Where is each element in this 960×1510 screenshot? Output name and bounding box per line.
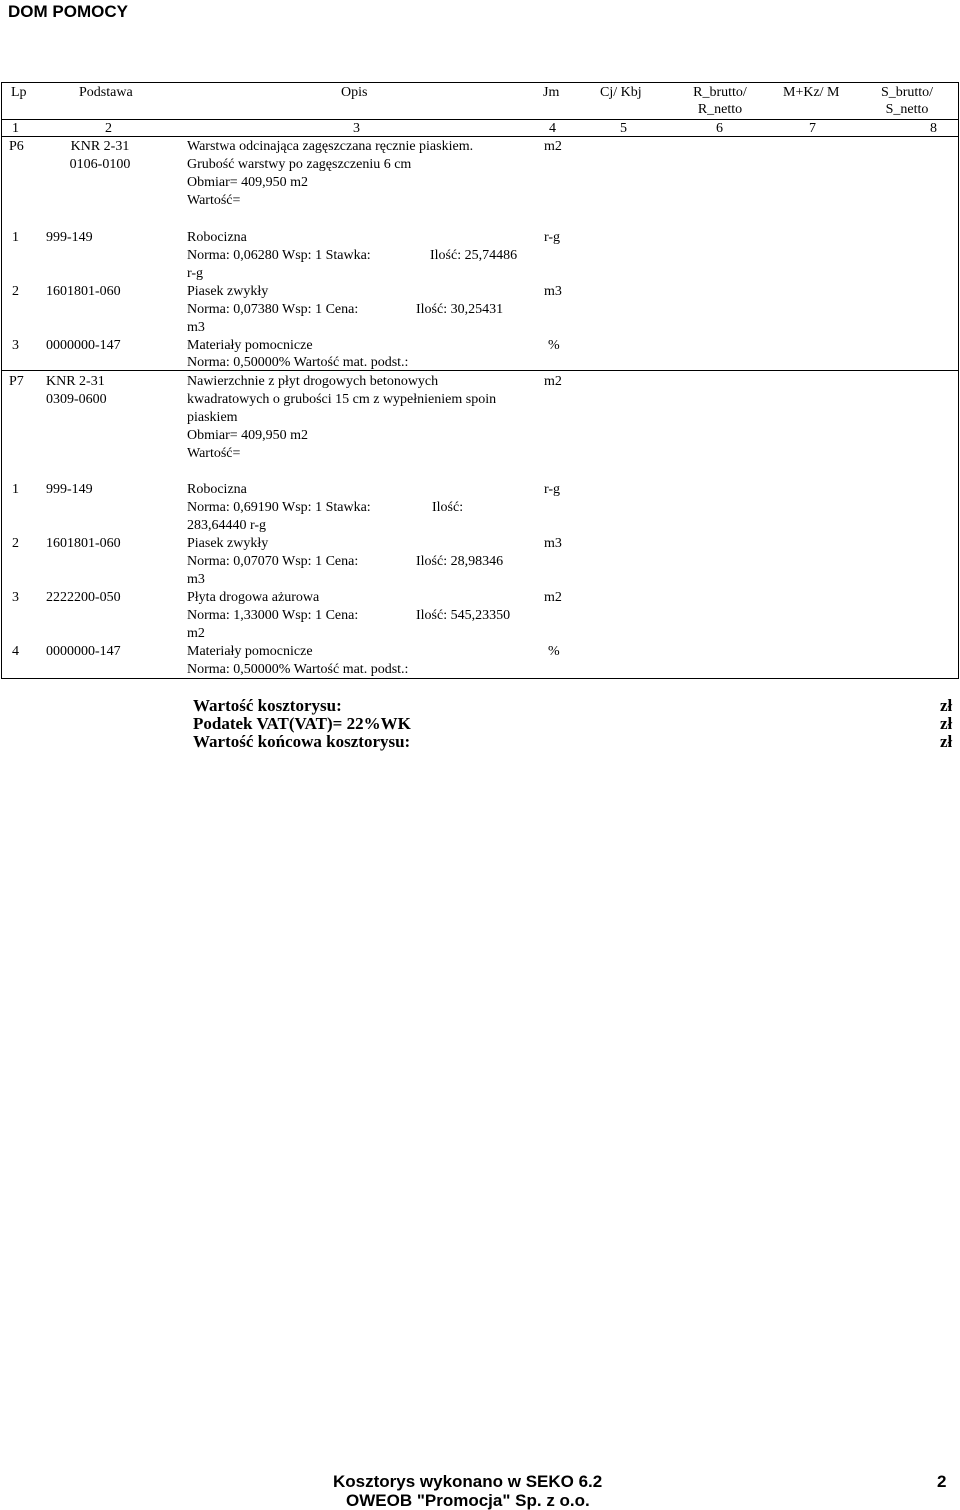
- colnum-6: 6: [716, 121, 723, 136]
- p7-item-2-jm: m3: [544, 536, 562, 551]
- p7-item-3-lp: 3: [12, 590, 19, 605]
- p6-item-3-lp: 3: [12, 338, 19, 353]
- p7-item-1-unit: 283,64440 r-g: [187, 518, 267, 533]
- p6-item-3-norma: Norma: 0,50000% Wartość mat. podst.:: [187, 355, 409, 370]
- p7-item-3-jm: m2: [544, 590, 562, 605]
- p7-opis-2: kwadratowych o grubości 15 cm z wypełnieniem spoin: [187, 392, 497, 407]
- p7-item-3-norma: Norma: 1,33000 Wsp: 1 Cena:: [187, 608, 359, 623]
- colnum-5: 5: [620, 121, 627, 136]
- p6-item-2-code: 1601801-060: [46, 284, 121, 299]
- colnum-8: 8: [930, 121, 937, 136]
- document-title: DOM POMOCY: [8, 2, 128, 21]
- position-separator: [1, 370, 958, 371]
- p6-item-2-name: Piasek zwykły: [187, 284, 269, 299]
- p7-item-1-lp: 1: [12, 482, 19, 497]
- p7-item-3-name: Płyta drogowa ażurowa: [187, 590, 320, 605]
- p7-item-2-unit: m3: [187, 572, 205, 587]
- table-left-border: [1, 82, 2, 679]
- colnum-2: 2: [105, 121, 112, 136]
- header-m-kz: M+Kz/ M: [783, 85, 840, 100]
- footer-page-number: 2: [937, 1472, 947, 1491]
- p6-opis-1: Warstwa odcinająca zagęszczana ręcznie piaskiem.: [187, 139, 474, 154]
- p6-jm: m2: [544, 139, 562, 154]
- p7-item-3-ilosc: Ilość: 545,23350: [416, 608, 511, 623]
- p6-item-1-ilosc: Ilość: 25,74486: [430, 248, 518, 263]
- p6-item-1-norma: Norma: 0,06280 Wsp: 1 Stawka:: [187, 248, 371, 263]
- p7-item-4-code: 0000000-147: [46, 644, 121, 659]
- header-lp: Lp: [11, 85, 27, 100]
- summary-vat-label: Podatek VAT(VAT)= 22%WK: [193, 714, 411, 733]
- p7-item-2-norma: Norma: 0,07070 Wsp: 1 Cena:: [187, 554, 359, 569]
- table-top-border: [1, 82, 958, 83]
- p7-item-1-ilosc: Ilość:: [432, 500, 464, 515]
- p6-lp: P6: [9, 139, 24, 154]
- p7-wartosc: Wartość=: [187, 446, 241, 461]
- p7-opis-1: Nawierzchnie z płyt drogowych betonowych: [187, 374, 439, 389]
- table-right-border: [958, 82, 959, 679]
- p7-lp: P7: [9, 374, 24, 389]
- p7-obmiar: Obmiar= 409,950 m2: [187, 428, 309, 443]
- p6-obmiar: Obmiar= 409,950 m2: [187, 175, 309, 190]
- summary-final-unit: zł: [940, 732, 953, 751]
- header-s-netto: S_netto: [885, 102, 929, 117]
- p6-item-1-name: Robocizna: [187, 230, 247, 245]
- p7-podstawa-2: 0309-0600: [46, 392, 107, 407]
- p6-item-1-lp: 1: [12, 230, 19, 245]
- p7-item-1-name: Robocizna: [187, 482, 247, 497]
- p6-item-2-jm: m3: [544, 284, 562, 299]
- header-r-netto: R_netto: [697, 102, 743, 117]
- footer-software: Kosztorys wykonano w SEKO 6.2: [333, 1472, 603, 1491]
- colnum-3: 3: [353, 121, 360, 136]
- p7-item-4-name: Materiały pomocnicze: [187, 644, 313, 659]
- p6-item-3-jm: %: [548, 338, 560, 353]
- p7-podstawa-1: KNR 2-31: [46, 374, 105, 389]
- p7-item-2-ilosc: Ilość: 28,98346: [416, 554, 504, 569]
- colnum-1: 1: [12, 121, 19, 136]
- p6-item-1-unit: r-g: [187, 266, 204, 281]
- p6-item-1-jm: r-g: [544, 230, 561, 245]
- p7-jm: m2: [544, 374, 562, 389]
- p7-item-3-code: 2222200-050: [46, 590, 121, 605]
- p6-item-2-ilosc: Ilość: 30,25431: [416, 302, 504, 317]
- p6-podstawa-1: KNR 2-31: [70, 139, 130, 154]
- p7-item-2-lp: 2: [12, 536, 19, 551]
- p6-item-3-name: Materiały pomocnicze: [187, 338, 313, 353]
- p6-wartosc: Wartość=: [187, 193, 241, 208]
- header-opis: Opis: [341, 85, 368, 100]
- p6-item-1-code: 999-149: [46, 230, 93, 245]
- summary-vat-unit: zł: [940, 714, 953, 733]
- p7-item-3-unit: m2: [187, 626, 205, 641]
- colnum-7: 7: [809, 121, 816, 136]
- p7-item-4-norma: Norma: 0,50000% Wartość mat. podst.:: [187, 662, 409, 677]
- p7-item-2-name: Piasek zwykły: [187, 536, 269, 551]
- footer-company: OWEOB "Promocja" Sp. z o.o.: [346, 1491, 590, 1510]
- header-jm: Jm: [543, 85, 560, 100]
- header-r-brutto: R_brutto/: [693, 85, 747, 100]
- p7-item-1-code: 999-149: [46, 482, 93, 497]
- header-podstawa: Podstawa: [79, 85, 133, 100]
- p6-item-2-norma: Norma: 0,07380 Wsp: 1 Cena:: [187, 302, 359, 317]
- summary-final-label: Wartość końcowa kosztorysu:: [193, 732, 411, 751]
- p7-item-2-code: 1601801-060: [46, 536, 121, 551]
- p6-podstawa-2: 0106-0100: [69, 157, 131, 172]
- header-s-brutto: S_brutto/: [880, 85, 934, 100]
- header-cj: Cj/ Kbj: [600, 85, 642, 100]
- summary-total-label: Wartość kosztorysu:: [193, 696, 342, 715]
- p7-item-4-lp: 4: [12, 644, 19, 659]
- colnum-4: 4: [549, 121, 556, 136]
- p7-item-4-jm: %: [548, 644, 560, 659]
- table-bottom-border: [1, 678, 958, 679]
- p7-item-1-norma: Norma: 0,69190 Wsp: 1 Stawka:: [187, 500, 371, 515]
- p6-item-3-code: 0000000-147: [46, 338, 121, 353]
- summary-total-unit: zł: [940, 696, 953, 715]
- p7-item-1-jm: r-g: [544, 482, 561, 497]
- p6-item-2-lp: 2: [12, 284, 19, 299]
- p7-opis-3: piaskiem: [187, 410, 238, 425]
- p6-item-2-unit: m3: [187, 320, 205, 335]
- p6-opis-2: Grubość warstwy po zagęszczeniu 6 cm: [187, 157, 412, 172]
